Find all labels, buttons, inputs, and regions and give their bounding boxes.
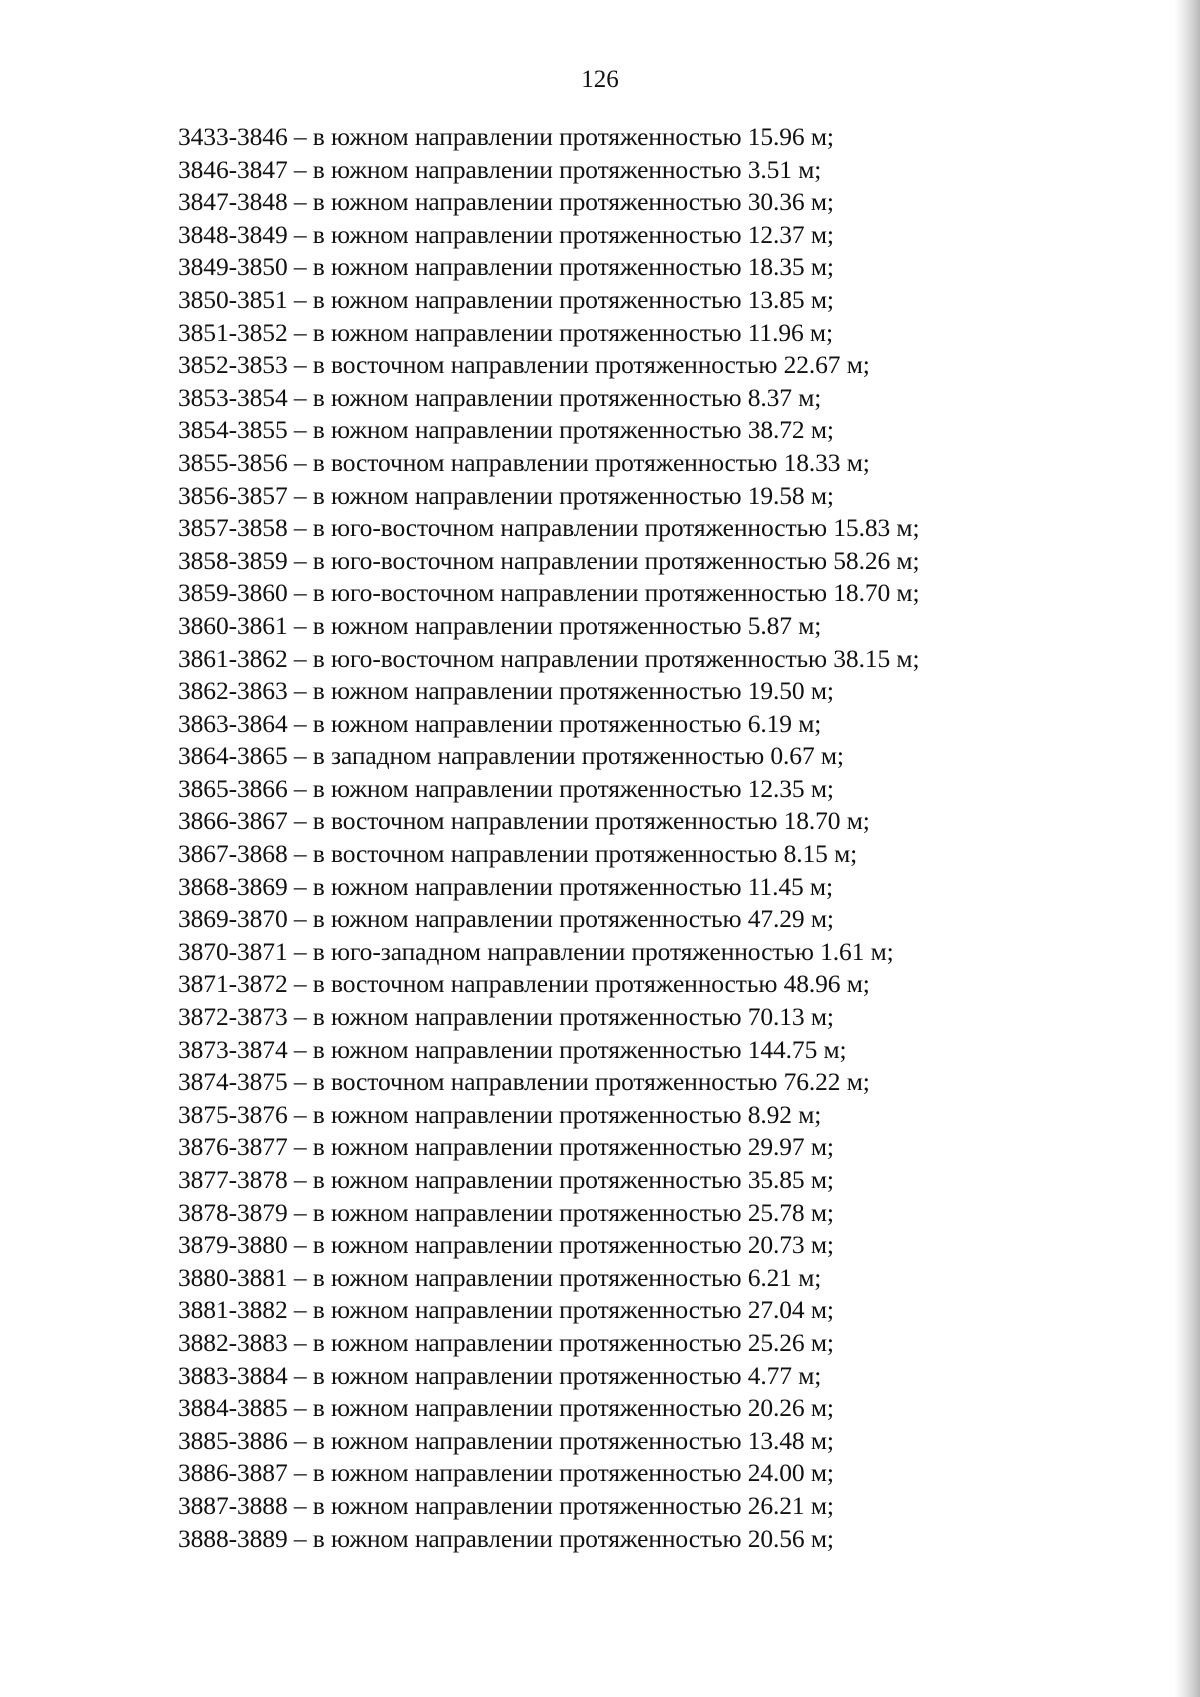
boundary-segment-line: 3862-3863 – в южном направлении протяженностью 19.50 м; bbox=[178, 676, 834, 706]
boundary-segment-line: 3884-3885 – в южном направлении протяженностью 20.26 м; bbox=[178, 1393, 834, 1423]
boundary-segment-line: 3880-3881 – в южном направлении протяженностью 6.21 м; bbox=[178, 1262, 822, 1292]
boundary-segment-line: 3852-3853 – в восточном направлении протяженностью 22.67 м; bbox=[178, 350, 870, 380]
boundary-segment-line: 3881-3882 – в южном направлении протяженностью 27.04 м; bbox=[178, 1295, 834, 1325]
boundary-segment-line: 3878-3879 – в южном направлении протяженностью 25.78 м; bbox=[178, 1197, 834, 1227]
boundary-segment-line: 3868-3869 – в южном направлении протяженностью 11.45 м; bbox=[178, 871, 833, 901]
boundary-segment-line: 3866-3867 – в восточном направлении протяженностью 18.70 м; bbox=[178, 806, 870, 836]
boundary-segment-line: 3886-3887 – в южном направлении протяженностью 24.00 м; bbox=[178, 1458, 834, 1488]
boundary-segment-line: 3848-3849 – в южном направлении протяженностью 12.37 м; bbox=[178, 219, 834, 249]
boundary-segment-line: 3433-3846 – в южном направлении протяженностью 15.96 м; bbox=[178, 122, 834, 151]
boundary-segment-line: 3850-3851 – в южном направлении протяженностью 13.85 м; bbox=[178, 284, 834, 314]
boundary-segment-line: 3883-3884 – в южном направлении протяженностью 4.77 м; bbox=[178, 1360, 822, 1390]
boundary-segment-line: 3875-3876 – в южном направлении протяженностью 8.92 м; bbox=[178, 1099, 822, 1129]
boundary-segment-line: 3858-3859 – в юго-восточном направлении протяженностью 58.26 м; bbox=[178, 545, 920, 575]
boundary-segment-line: 3854-3855 – в южном направлении протяженностью 38.72 м; bbox=[178, 415, 834, 445]
boundary-segment-line: 3876-3877 – в южном направлении протяженностью 29.97 м; bbox=[178, 1132, 834, 1162]
boundary-segment-line: 3860-3861 – в южном направлении протяженностью 5.87 м; bbox=[178, 610, 822, 640]
boundary-segment-line: 3867-3868 – в восточном направлении протяженностью 8.15 м; bbox=[178, 839, 858, 869]
boundary-segment-line: 3871-3872 – в восточном направлении протяженностью 48.96 м; bbox=[178, 969, 870, 999]
boundary-segment-line: 3873-3874 – в южном направлении протяженностью 144.75 м; bbox=[178, 1034, 847, 1064]
boundary-segment-line: 3861-3862 – в юго-восточном направлении протяженностью 38.15 м; bbox=[178, 643, 920, 673]
boundary-segment-line: 3874-3875 – в восточном направлении протяженностью 76.22 м; bbox=[178, 1067, 870, 1097]
boundary-segment-line: 3859-3860 – в юго-восточном направлении протяженностью 18.70 м; bbox=[178, 578, 920, 608]
boundary-segment-line: 3853-3854 – в южном направлении протяженностью 8.37 м; bbox=[178, 382, 822, 412]
page-number: 126 bbox=[581, 66, 619, 93]
boundary-segment-line: 3885-3886 – в южном направлении протяженностью 13.48 м; bbox=[178, 1425, 834, 1455]
scan-edge-shadow bbox=[1174, 0, 1200, 1697]
boundary-segment-line: 3856-3857 – в южном направлении протяженностью 19.58 м; bbox=[178, 480, 834, 510]
boundary-segment-line: 3870-3871 – в юго-западном направлении протяженностью 1.61 м; bbox=[178, 936, 894, 966]
boundary-segment-line: 3864-3865 – в западном направлении протяженностью 0.67 м; bbox=[178, 741, 844, 771]
boundary-segment-line: 3849-3850 – в южном направлении протяженностью 18.35 м; bbox=[178, 252, 834, 282]
boundary-segment-line: 3851-3852 – в южном направлении протяженностью 11.96 м; bbox=[178, 317, 833, 347]
boundary-segment-line: 3865-3866 – в южном направлении протяженностью 12.35 м; bbox=[178, 773, 834, 803]
boundary-segment-line: 3872-3873 – в южном направлении протяженностью 70.13 м; bbox=[178, 1002, 834, 1032]
boundary-segment-line: 3879-3880 – в южном направлении протяженностью 20.73 м; bbox=[178, 1230, 834, 1260]
boundary-segment-line: 3882-3883 – в южном направлении протяженностью 25.26 м; bbox=[178, 1327, 834, 1357]
boundary-segment-line: 3857-3858 – в юго-восточном направлении протяженностью 15.83 м; bbox=[178, 513, 920, 543]
boundary-segment-line: 3887-3888 – в южном направлении протяженностью 26.21 м; bbox=[178, 1490, 834, 1520]
boundary-segment-list bbox=[178, 121, 919, 1555]
boundary-segment-line: 3877-3878 – в южном направлении протяженностью 35.85 м; bbox=[178, 1165, 834, 1194]
boundary-segment-line: 3869-3870 – в южном направлении протяженностью 47.29 м; bbox=[178, 904, 834, 934]
boundary-segment-line: 3847-3848 – в южном направлении протяженностью 30.36 м; bbox=[178, 187, 834, 217]
boundary-segment-line: 3846-3847 – в южном направлении протяженностью 3.51 м; bbox=[178, 154, 822, 184]
boundary-segment-line: 3863-3864 – в южном направлении протяженностью 6.19 м; bbox=[178, 708, 822, 738]
boundary-segment-line: 3888-3889 – в южном направлении протяженностью 20.56 м; bbox=[178, 1523, 834, 1553]
boundary-segment-line: 3855-3856 – в восточном направлении протяженностью 18.33 м; bbox=[178, 447, 870, 477]
